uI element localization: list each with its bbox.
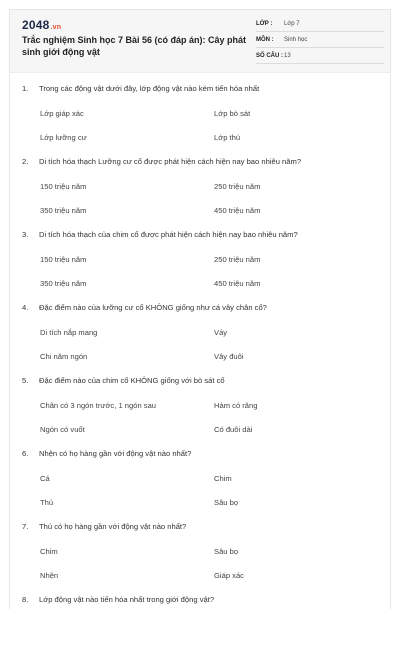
question-item: [10, 522, 390, 595]
question-text: [22, 522, 186, 531]
question-number: 2.: [22, 157, 29, 166]
logo-suffix: .vn: [50, 24, 62, 31]
answer-option[interactable]: Nhện: [40, 571, 59, 580]
answer-option[interactable]: Có đuôi dài: [214, 425, 253, 434]
answer-option[interactable]: Hàm có răng: [214, 401, 258, 410]
answer-option[interactable]: Lớp giáp xác: [40, 109, 84, 118]
answer-option[interactable]: Di tích nắp mang: [40, 328, 98, 337]
question-text: [22, 303, 267, 312]
answer-option[interactable]: Sâu bọ: [214, 498, 239, 507]
answer-option[interactable]: Vảy: [214, 328, 228, 337]
answer-option[interactable]: Chim: [40, 547, 58, 556]
meta-value: 13: [284, 52, 291, 59]
document-header: [10, 10, 390, 73]
question-label: Di tích hóa thạch Lưỡng cư cổ được phát hiện cách hiện nay bao nhiêu năm?: [39, 157, 302, 166]
question-item: [10, 449, 390, 522]
answer-option[interactable]: 350 triệu năm: [40, 279, 87, 288]
question-label: Di tích hóa thạch của chim cổ được phát hiện cách hiện nay bao nhiêu năm?: [39, 230, 298, 239]
site-logo[interactable]: [22, 18, 61, 32]
question-label: Trong các động vật dưới đây, lớp động vật nào kém tiến hóa nhất: [39, 84, 260, 93]
answer-option[interactable]: Thú: [40, 498, 54, 507]
question-number: 4.: [22, 303, 29, 312]
answer-option[interactable]: 450 triệu năm: [214, 206, 261, 215]
question-number: 8.: [22, 595, 29, 604]
question-text: [22, 84, 259, 93]
answer-option[interactable]: Ngón có vuốt: [40, 425, 85, 434]
answer-option[interactable]: Lớp lưỡng cư: [40, 133, 87, 142]
meta-row-class: [256, 16, 384, 32]
question-number: 1.: [22, 84, 29, 93]
question-number: 3.: [22, 230, 29, 239]
question-text: [22, 230, 298, 239]
answer-option[interactable]: 350 triệu năm: [40, 206, 87, 215]
logo-main: 2048: [22, 18, 50, 32]
meta-value: Lớp 7: [284, 20, 300, 27]
question-label: Thú có họ hàng gần với động vật nào nhất?: [39, 522, 187, 531]
answer-option[interactable]: Chim: [214, 474, 232, 483]
answer-option[interactable]: Giáp xác: [214, 571, 244, 580]
question-text: [22, 449, 191, 458]
answer-option[interactable]: Chân có 3 ngón trước, 1 ngón sau: [40, 401, 157, 410]
question-label: Lớp động vật nào tiến hóa nhất trong giới động vật?: [39, 595, 215, 604]
answer-option[interactable]: Lớp thú: [214, 133, 241, 142]
question-item: [10, 84, 390, 157]
answer-option[interactable]: 450 triệu năm: [214, 279, 261, 288]
answer-option[interactable]: Vây đuôi: [214, 352, 244, 361]
question-item: [10, 376, 390, 449]
question-label: Đặc điểm nào của lưỡng cư cổ KHÔNG giống như cá vây chân cổ?: [39, 303, 267, 312]
meta-value: Sinh học: [284, 36, 308, 43]
question-list: [10, 84, 390, 668]
meta-key: SỐ CÂU :: [256, 52, 283, 59]
question-number: 6.: [22, 449, 29, 458]
question-item: [10, 230, 390, 303]
answer-option[interactable]: Sâu bọ: [214, 547, 239, 556]
answer-option[interactable]: 250 triệu năm: [214, 255, 261, 264]
meta-row-subject: [256, 32, 384, 48]
question-text: [22, 376, 225, 385]
question-item: [10, 303, 390, 376]
question-item: [10, 157, 390, 230]
meta-key: LỚP :: [256, 20, 273, 27]
question-label: Đặc điểm nào của chim cổ KHÔNG giống với bò sát cổ: [39, 376, 225, 385]
question-number: 5.: [22, 376, 29, 385]
answer-option[interactable]: 150 triệu năm: [40, 255, 87, 264]
document-title: Trắc nghiệm Sinh học 7 Bài 56 (có đáp án): Cây phát sinh giới động vật: [22, 35, 247, 57]
meta-key: MÔN :: [256, 36, 274, 43]
answer-option[interactable]: Cá: [40, 474, 50, 483]
meta-table: [256, 16, 384, 64]
document-page: [9, 9, 391, 609]
question-number: 7.: [22, 522, 29, 531]
question-text: [22, 157, 301, 166]
answer-option[interactable]: 250 triệu năm: [214, 182, 261, 191]
question-label: Nhện có họ hàng gần với động vật nào nhất?: [39, 449, 192, 458]
answer-option[interactable]: 150 triệu năm: [40, 182, 87, 191]
question-item: [10, 595, 390, 668]
meta-row-count: [256, 48, 384, 64]
answer-option[interactable]: Chi năm ngón: [40, 352, 88, 361]
answer-option[interactable]: Lớp bò sát: [214, 109, 251, 118]
